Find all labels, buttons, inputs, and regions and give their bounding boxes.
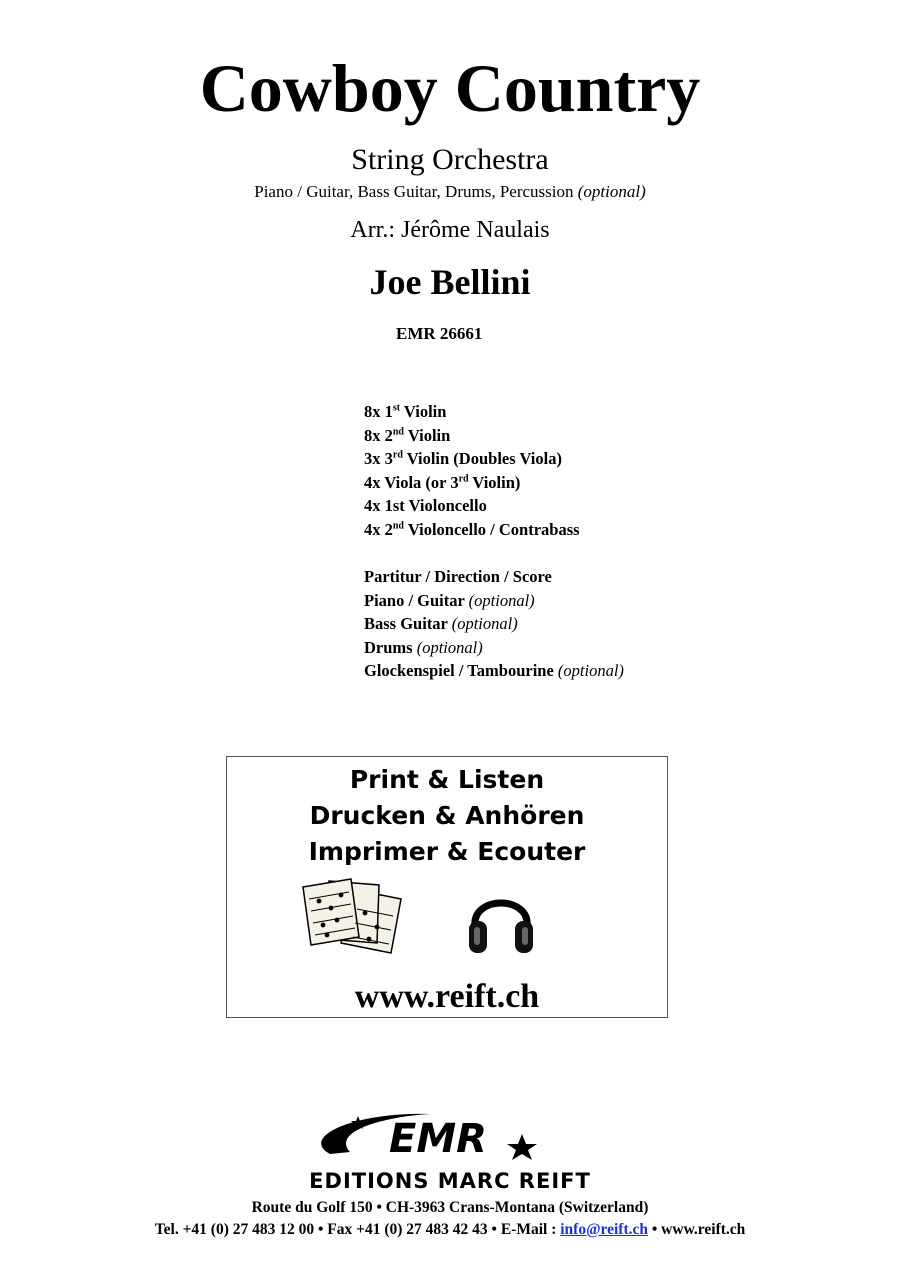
part-label-rest: Violin (Doubles Viola) [402, 449, 562, 468]
part-name: Piano / Guitar [364, 590, 465, 610]
other-part-item [364, 636, 624, 660]
string-part-item [364, 447, 580, 471]
instrumentation-optional: (optional) [577, 182, 646, 201]
promo-line-drucken: Drucken & Anhören [309, 801, 585, 830]
composer: Joe Bellini [369, 262, 531, 302]
part-ordinal-suffix: st [392, 402, 401, 414]
part-label-rest: Violin) [468, 472, 521, 492]
part-ordinal-suffix: rd [458, 473, 469, 484]
other-part-item [364, 659, 624, 683]
sheet-music-icon [299, 875, 409, 957]
part-label: 4x Viola (or 3 [364, 472, 459, 492]
string-part-item [364, 471, 580, 495]
string-part-item [364, 494, 580, 518]
publisher-contact [0, 1220, 900, 1240]
part-optional-note: (optional) [416, 637, 483, 657]
part-label: 4x 2 [364, 519, 393, 539]
publisher-name: EDITIONS MARC REIFT [309, 1169, 591, 1193]
print-listen-box [226, 756, 668, 1018]
instrumentation-line [0, 181, 900, 203]
part-label-rest: Violin [400, 402, 447, 421]
part-optional-note: (optional) [557, 661, 624, 680]
other-parts-list [364, 565, 624, 683]
part-label-rest: Violoncello / Contrabass [404, 519, 580, 539]
emr-logo-icon [310, 1108, 550, 1164]
string-part-item [364, 400, 580, 424]
part-label: 4x 1st Violoncello [364, 496, 487, 515]
promo-url[interactable]: www.reift.ch [354, 978, 540, 1015]
part-label: 3x 3 [364, 449, 393, 468]
other-part-item [364, 589, 624, 613]
part-ordinal-suffix: nd [392, 520, 404, 531]
part-ordinal-suffix: rd [392, 449, 403, 461]
string-part-item [364, 518, 580, 542]
part-name: Bass Guitar [364, 614, 448, 633]
promo-line-imprimer: Imprimer & Ecouter [308, 837, 586, 866]
part-optional-note: (optional) [451, 614, 518, 633]
other-part-item [364, 612, 624, 636]
contact-suffix: • www.reift.ch [648, 1221, 746, 1238]
part-name: Glockenspiel / Tambourine [364, 661, 554, 680]
arranger: Arr.: Jérôme Naulais [350, 217, 550, 243]
part-label-rest: Violin [404, 425, 451, 445]
part-label: 8x 1 [364, 402, 393, 421]
part-name: Drums [364, 637, 413, 657]
other-part-item [364, 565, 624, 589]
string-part-item [364, 424, 580, 448]
page-title: Cowboy Country [199, 50, 701, 126]
part-ordinal-suffix: nd [392, 426, 404, 437]
string-parts-list [364, 400, 580, 541]
contact-prefix: Tel. +41 (0) 27 483 12 00 • Fax +41 (0) 27 483 42 43 • E-Mail : [154, 1221, 561, 1238]
logo-text: EMR [389, 1116, 487, 1162]
part-label: 8x 2 [364, 425, 393, 445]
promo-line-print-listen: Print & Listen [349, 765, 545, 794]
part-optional-note: (optional) [468, 590, 535, 610]
publisher-address: Route du Golf 150 • CH-3963 Crans-Montana (Switzerland) [251, 1199, 649, 1216]
headphones-icon [465, 881, 537, 959]
instrumentation-main: Piano / Guitar, Bass Guitar, Drums, Percussion [254, 182, 574, 201]
ensemble: String Orchestra [351, 143, 549, 176]
part-name: Partitur / Direction / Score [364, 567, 552, 586]
email-link[interactable]: info@reift.ch [560, 1221, 648, 1238]
catalog-number: EMR 26661 [396, 324, 483, 343]
